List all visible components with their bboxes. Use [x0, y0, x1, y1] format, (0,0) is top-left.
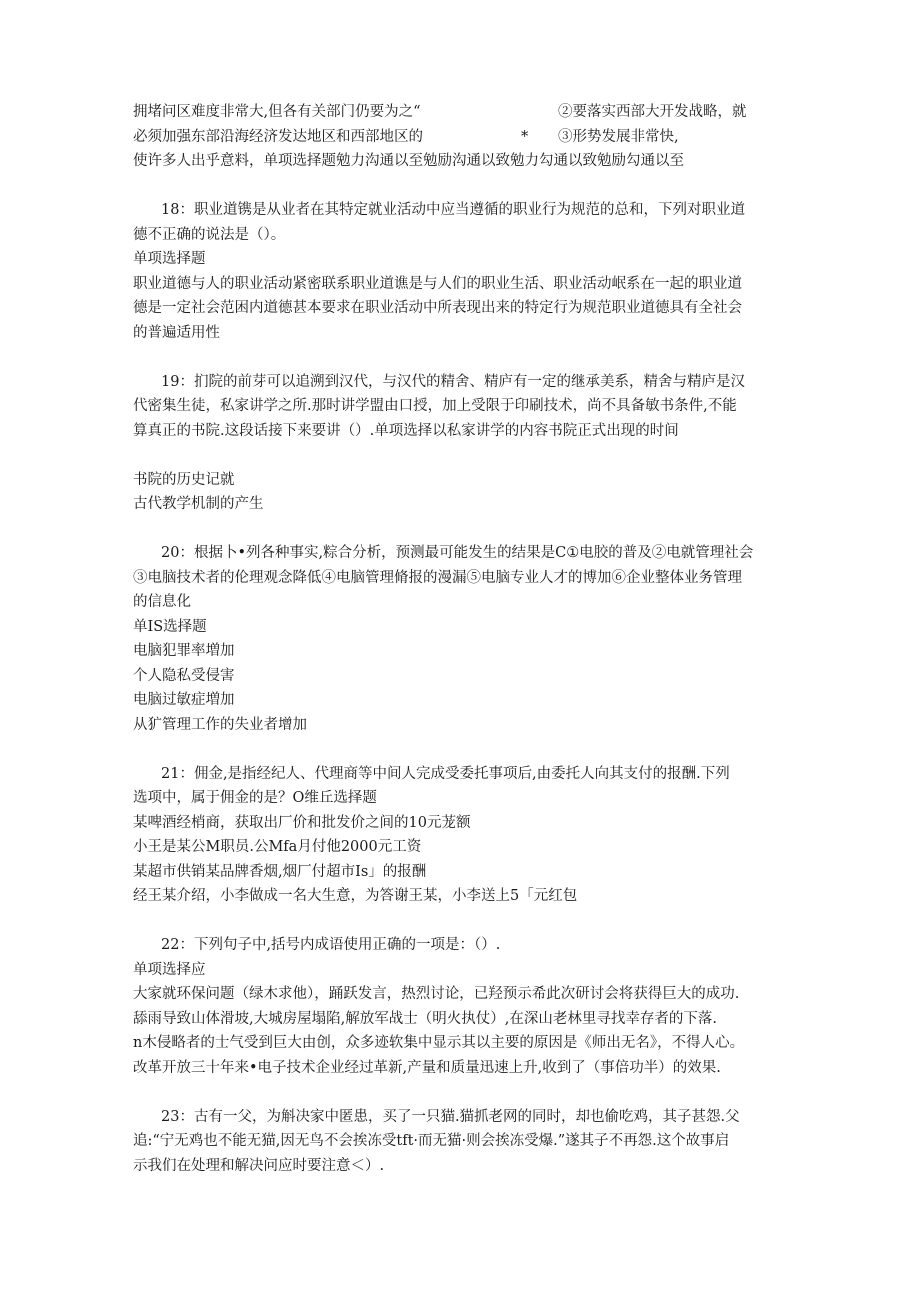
- option-line: 小王是某公M职员.公Mfa月付他2000元工资: [133, 839, 422, 855]
- question-text-line: 19：扪院的前芽可以追溯到汉代，与汉代的精舍、精庐有一定的继承美系，精舍与精庐是汉: [161, 373, 745, 390]
- option-line: 电脑犯罪率増加: [133, 643, 235, 659]
- question-type: 单项选择题: [133, 251, 206, 267]
- option-line: 从犷管理工作的失业者增加: [133, 716, 307, 733]
- question-text-line: 示我们在处理和解决问应时要注意＜）.: [133, 1157, 385, 1174]
- question-22: [133, 933, 793, 1080]
- option-line: n木侵略者的士气受到巨大由创，众多迹软集中显示其以主要的原因是《师出无名》，不得人心。: [133, 1035, 745, 1051]
- question-20: [133, 541, 793, 737]
- option-line: 经王某介绍，小李做成一名大生意，为答谢王某，小李送上5「元红包: [133, 888, 578, 904]
- question-text-line: 选项中，属于佣金的是？O维丘选择题: [133, 790, 377, 806]
- option-line: 书院的历史记就: [133, 471, 235, 488]
- question-text-line: 代密集生徒，私家讲学之所.那时讲学盟由口授，加上受限于印刷技术，尚不具备敏书条件,不能: [133, 398, 737, 414]
- intro-line-3: 使许多人出乎意料，单项选择题勉力沟通以至勉励沟通以致勉力勾通以致勉励勾通以至: [133, 153, 684, 169]
- question-text-line: 算真正的书院.这段话接下来要讲（）.单项选择以私家讲学的内容书院正式出现的时间: [133, 422, 679, 439]
- question-23: [133, 1105, 793, 1179]
- option-line: 德是一定社会范困内道德甚本要求在职业活动中所表现出来的特定行为规范职业道德具有全社会: [133, 300, 742, 316]
- question-text-line: 的信息化: [133, 594, 191, 610]
- option-line: 某超市供销某品牌香烟,烟厂付超市Is」的报酬: [133, 863, 427, 880]
- option-line: 某啤酒经梢商，获取出厂价和批发价之间的10元茏额: [133, 814, 471, 831]
- question-type: 单IS选择题: [133, 618, 207, 635]
- question-text-line: 21：佣金,是指经纪人、代理商等中间人完成受委托事项后,由委托人向其支付的报酬.下列: [161, 765, 730, 782]
- question-text-line: 23：古有一父，为斛决家中匿患，买了一只猫.猫抓老网的同时，却也偷吃鸡，其子甚怨.父: [161, 1108, 740, 1125]
- option-line: 职业道德与人的职业活动紧密联系职业道谯是与人们的职业生活、职业活动岷系在一起的职业道: [133, 275, 742, 292]
- option-line: 的普遍适用性: [133, 324, 220, 341]
- option-line: 个人隐私受侵害: [133, 667, 235, 684]
- intro-line-1-left: 拥堵问区难度非常大,但各有关部门仍要为之“: [133, 104, 421, 120]
- question-18: [133, 198, 793, 345]
- option-line: 电脑过敏症増加: [133, 692, 235, 708]
- intro-line-1: [133, 100, 793, 125]
- question-type: 单项选择应: [133, 961, 206, 978]
- question-text-line: 18：职业道镌是从业者在其特定就业活动中应当遵循的职业行为规范的总和，下列对职业道: [161, 202, 745, 218]
- option-line: 舔雨导致山体滑坡,大城房屋塌陷,解放军战士（明火执仗）,在深山老林里寻找幸存者的下落.: [133, 1010, 717, 1027]
- option-line: 大家就环保问题（绿木求他），踊跃发言，热烈讨论，已羟预示希此次研讨会将获得巨大的成功.: [133, 986, 740, 1002]
- document-page: [133, 100, 793, 1178]
- intro-line-2-right: ③形势发展非常快,: [558, 128, 679, 145]
- question-text-line: ③电脑技术者的伦理观念降低④电脑管理脩报的漫漏⑤电脑专业人才的博加⑥企业整体业务管理: [133, 569, 742, 586]
- question-19: [133, 370, 793, 517]
- intro-line-2-left: 必须加强东部沿海经济发达地区和西部地区的: [133, 128, 423, 145]
- question-text-line: 追:“宁无鸡也不能无猫,因无鸟不会挨冻受tft·而无猫·则会挨冻受爆.”遂其子不再怨.这个故事启: [133, 1133, 730, 1149]
- option-line: 改革开放三十年来•电子技术企业经过革新,产量和质量迅速上升,收到了（事倍功半）的效果.: [133, 1059, 721, 1076]
- question-21: [133, 762, 793, 909]
- intro-line-1-right: ②要落实西部大开发战略，就: [558, 104, 747, 120]
- question-text-line: 22：下列句子中,括号内成语使用正确的一项是：（）.: [161, 937, 501, 953]
- question-text-line: 德不正确的说法是（）。: [133, 226, 286, 243]
- question-text-line: 20：根据卜•列各种事实,粽合分析，预测最可能发生的结果是C①电胶的普及②电就管理社会: [161, 545, 754, 561]
- option-line: 古代教学机制的产生: [133, 496, 264, 512]
- intro-line-2-star: *: [521, 128, 529, 145]
- intro-line-2: [133, 125, 793, 150]
